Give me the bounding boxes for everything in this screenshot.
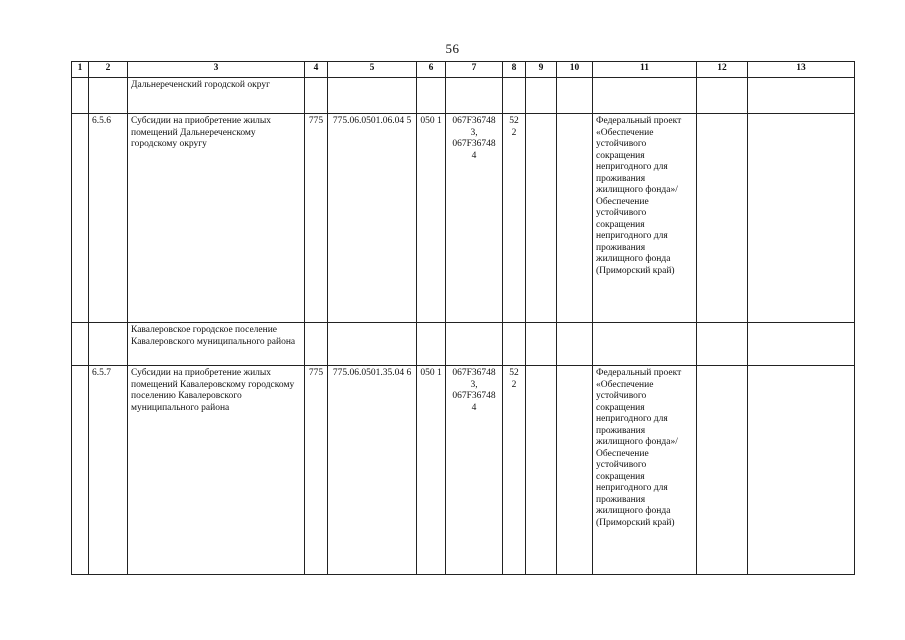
table-row — [72, 366, 855, 575]
column-header: 8 — [503, 62, 526, 78]
item-name: Субсидии на приобретение жилых помещений Кавалеровскому городскому поселению Кавалеровского муниципального района — [128, 366, 305, 575]
cell-col5: 775.06.0501.35.04 6 — [328, 366, 417, 575]
cell-col11: Федеральный проект «Обеспечение устойчивого сокращения непригодного для проживания жилищного фонда»/ Обеспечение устойчивого сокращения непригодного для проживания жилищного фонда (Приморский край) — [593, 114, 697, 323]
cell-col10 — [557, 114, 593, 323]
column-header: 13 — [748, 62, 855, 78]
column-header: 12 — [697, 62, 748, 78]
column-header: 5 — [328, 62, 417, 78]
cell-col8: 52 2 — [503, 366, 526, 575]
cell-col6: 050 1 — [417, 366, 446, 575]
cell-col9 — [526, 114, 557, 323]
cell-col11: Федеральный проект «Обеспечение устойчивого сокращения непригодного для проживания жилищного фонда»/ Обеспечение устойчивого сокращения непригодного для проживания жилищного фонда (Приморский край) — [593, 366, 697, 575]
group-name: Дальнереченский городской округ — [128, 78, 305, 114]
item-number: 6.5.6 — [89, 114, 128, 323]
cell-col12 — [697, 114, 748, 323]
column-header: 4 — [305, 62, 328, 78]
cell-col7: 067F36748 3, 067F36748 4 — [446, 366, 503, 575]
group-row-kavalerovo — [72, 323, 855, 366]
cell-col8: 52 2 — [503, 114, 526, 323]
cell-col12 — [697, 366, 748, 575]
table-row — [72, 114, 855, 323]
item-number: 6.5.7 — [89, 366, 128, 575]
cell-col4: 775 — [305, 366, 328, 575]
column-header: 11 — [593, 62, 697, 78]
column-header: 10 — [557, 62, 593, 78]
page-number: 56 — [445, 41, 460, 56]
budget-table — [71, 61, 855, 575]
column-header: 2 — [89, 62, 128, 78]
item-name: Субсидии на приобретение жилых помещений Дальнереченскому городскому округу — [128, 114, 305, 323]
column-header: 9 — [526, 62, 557, 78]
column-header: 1 — [72, 62, 89, 78]
group-name: Кавалеровское городское поселение Кавалеровского муниципального района — [128, 323, 305, 366]
cell-col13 — [748, 366, 855, 575]
cell-col9 — [526, 366, 557, 575]
cell-col7: 067F36748 3, 067F36748 4 — [446, 114, 503, 323]
header-row — [72, 62, 855, 78]
cell-col6: 050 1 — [417, 114, 446, 323]
column-header: 3 — [128, 62, 305, 78]
column-header: 6 — [417, 62, 446, 78]
cell-col4: 775 — [305, 114, 328, 323]
group-row-dalnerechensk — [72, 78, 855, 114]
cell-col10 — [557, 366, 593, 575]
cell-col5: 775.06.0501.06.04 5 — [328, 114, 417, 323]
column-header: 7 — [446, 62, 503, 78]
cell-col13 — [748, 114, 855, 323]
